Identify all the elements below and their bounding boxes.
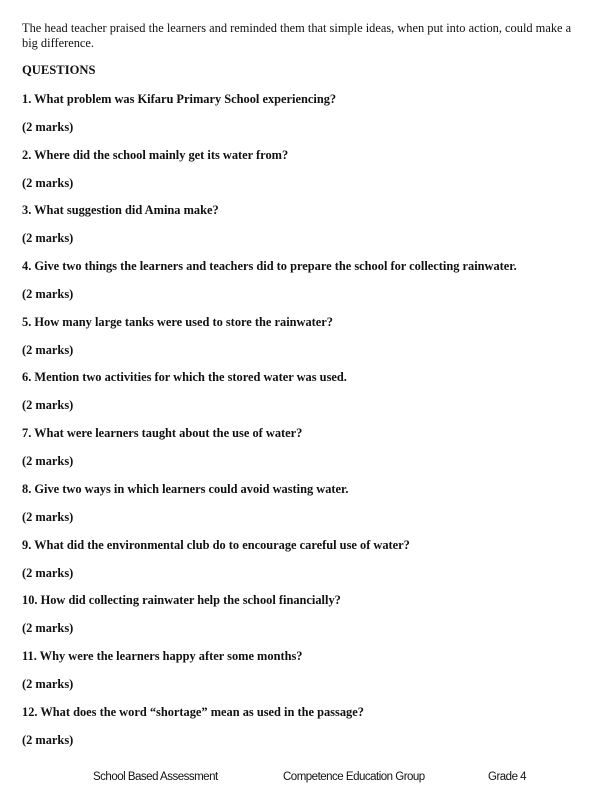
question-text: 6. Mention two activities for which the stored water was used. [22,370,347,385]
question-text: 8. Give two ways in which learners could avoid wasting water. [22,481,349,496]
question-marks: (2 marks) [22,287,74,302]
question-marks: (2 marks) [22,231,74,246]
question-item [22,315,592,371]
question-item [22,426,592,482]
question-text: 10. How did collecting rainwater help the school financially? [22,593,341,608]
question-marks: (2 marks) [22,175,74,190]
question-item [22,593,592,649]
question-list [22,92,592,760]
question-marks: (2 marks) [22,565,74,580]
question-item [22,538,592,594]
question-text: 4. Give two things the learners and teachers did to prepare the school for collecting rainwater. [22,259,517,274]
questions-heading: QUESTIONS [22,63,96,77]
question-text: 11. Why were the learners happy after some months? [22,648,303,663]
question-text: 9. What did the environmental club do to encourage careful use of water? [22,537,410,552]
question-marks: (2 marks) [22,621,74,636]
question-marks: (2 marks) [22,676,74,691]
question-marks: (2 marks) [22,342,74,357]
question-item [22,649,592,705]
footer-assessment-label: School Based Assessment [93,771,218,783]
question-item [22,92,592,148]
question-marks: (2 marks) [22,509,74,524]
intro-paragraph: The head teacher praised the learners and reminded them that simple ideas, when put into action, could make a big difference. [22,21,572,50]
question-marks: (2 marks) [22,732,74,747]
question-text: 12. What does the word “shortage” mean as used in the passage? [22,704,364,719]
question-marks: (2 marks) [22,398,74,413]
question-item [22,259,592,315]
footer-grade-label: Grade 4 [488,771,527,783]
question-text: 3. What suggestion did Amina make? [22,203,219,218]
question-text: 2. Where did the school mainly get its water from? [22,147,289,162]
question-text: 7. What were learners taught about the use of water? [22,426,303,441]
question-marks: (2 marks) [22,454,74,469]
footer-publisher-label: Competence Education Group [283,771,425,783]
question-item [22,705,592,761]
question-item [22,148,592,204]
page-footer [0,771,612,787]
question-item [22,203,592,259]
question-marks: (2 marks) [22,120,74,134]
question-item [22,482,592,538]
question-text: 5. How many large tanks were used to store the rainwater? [22,314,333,329]
question-item [22,370,592,426]
question-text: 1. What problem was Kifaru Primary School experiencing? [22,92,337,106]
